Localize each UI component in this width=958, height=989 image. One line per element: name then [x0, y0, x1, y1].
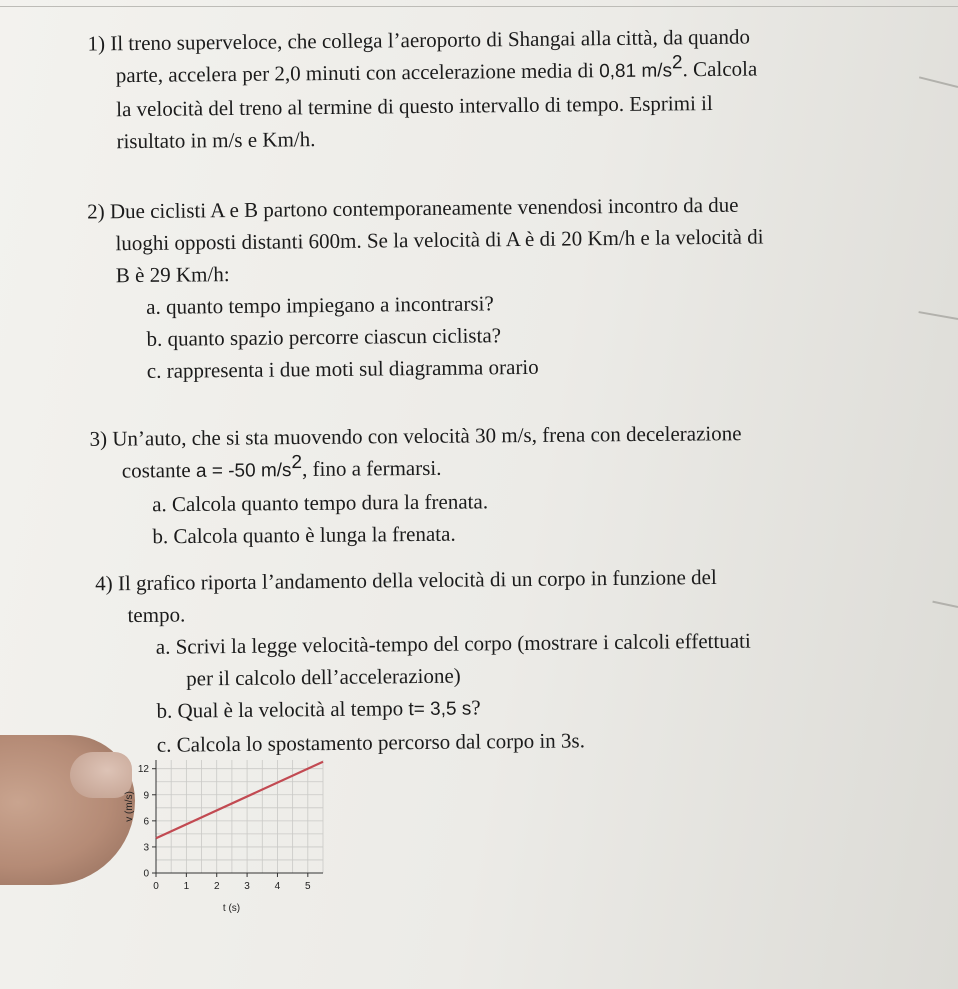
x-tick-label: 0 [153, 881, 159, 892]
sub-question-b: b. quanto spazio percorre ciascun ciclista? [146, 323, 502, 351]
x-tick-label: 2 [213, 881, 220, 892]
time-value: t= 3,5 s [408, 698, 472, 721]
question-number: 1) [87, 31, 106, 56]
question-2 [87, 188, 765, 387]
sub-question-a: a. Scrivi la legge velocità-tempo del corpo (mostrare i calcoli effettuati [155, 628, 751, 659]
question-text-line: Due ciclisti A e B partono contemporaneamente venendosi incontro da due [109, 192, 739, 224]
y-axis-label: v (m/s) [124, 791, 135, 822]
sub-question-a-continued: per il calcolo dell’accelerazione) [186, 663, 461, 691]
sub-question-b: b. Calcola quanto è lunga la frenata. [152, 521, 456, 549]
chart-grid [156, 760, 323, 873]
question-text-line: , fino a fermarsi. [301, 455, 442, 481]
y-tick-label: 9 [143, 790, 149, 802]
question-text-line: tempo. [127, 602, 186, 628]
paper-crease [918, 311, 958, 320]
question-text-line: . Calcola [682, 56, 758, 82]
question-text-line: Il treno superveloce, che collega l’aeroporto di Shangai alla città, da quando [110, 24, 751, 56]
exponent: 2 [671, 52, 683, 74]
x-axis-label: t (s) [222, 903, 241, 914]
question-number: 2) [87, 199, 105, 224]
sub-question-a: a. Calcola quanto tempo dura la frenata. [152, 489, 489, 517]
x-tick-label: 5 [305, 881, 311, 892]
exponent: 2 [291, 451, 303, 474]
x-tick-label: 4 [274, 881, 281, 892]
y-tick-label: 3 [143, 842, 149, 854]
sub-question-c: c. Calcola lo spostamento percorso dal corpo in 3s. [156, 728, 586, 757]
question-text-line: Il grafico riporta l’andamento della velocità di un corpo in funzione del [117, 564, 717, 596]
question-text-line: parte, accelera per 2,0 minuti con accelerazione media di [115, 58, 600, 88]
deceleration-formula: a = -50 m/s [195, 460, 292, 482]
question-text-line: la velocità del treno al termine di questo intervallo di tempo. Esprimi il [116, 90, 713, 122]
question-mark: ? [471, 695, 481, 720]
question-text-line: B è 29 Km/h: [115, 262, 230, 288]
question-1 [87, 20, 758, 157]
sub-question-c: c. rappresenta i due moti sul diagramma orario [146, 354, 539, 383]
paper-crease [932, 601, 958, 608]
paper-crease [919, 76, 958, 88]
page-top-rule [0, 6, 958, 7]
chart-series [156, 762, 323, 838]
acceleration-value: 0,81 m/s [599, 60, 673, 83]
y-tick-label: 0 [143, 868, 149, 880]
sub-question-a: a. quanto tempo impiegano a incontrarsi? [146, 291, 494, 319]
y-tick-label: 12 [137, 764, 149, 776]
x-tick-label: 3 [244, 881, 250, 892]
question-number: 4) [95, 571, 113, 596]
y-tick-label: 6 [143, 816, 149, 828]
velocity-time-chart [118, 748, 333, 928]
question-text-line: risultato in m/s e Km/h. [116, 127, 316, 154]
velocity-line [156, 762, 323, 838]
sub-question-b: b. Qual è la velocità al tempo [156, 696, 409, 723]
chart-axes [156, 760, 323, 873]
x-tick-label: 1 [183, 881, 190, 892]
question-text-line: costante [121, 457, 197, 483]
question-3 [89, 417, 742, 553]
question-4 [95, 561, 752, 762]
question-text-line: luoghi opposti distanti 600m. Se la velocità di A è di 20 Km/h e la velocità di [115, 224, 764, 256]
question-number: 3) [89, 426, 108, 451]
question-text-line: Un’auto, che si sta muovendo con velocità 30 m/s, frena con decelerazione [112, 421, 742, 451]
